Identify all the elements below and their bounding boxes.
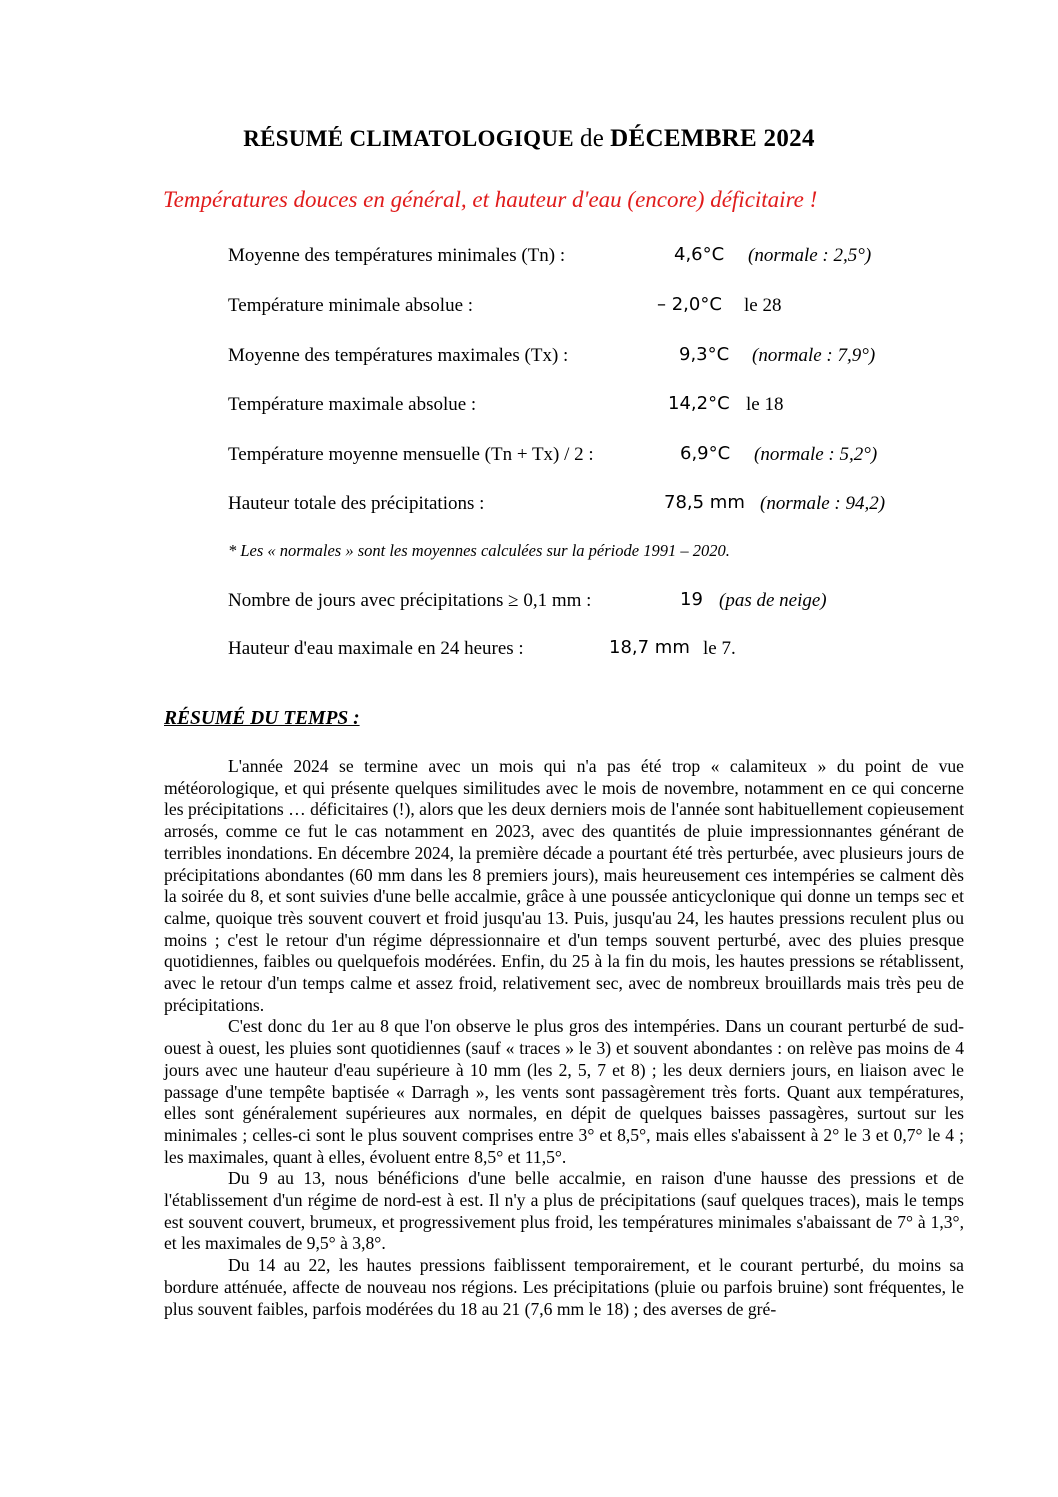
stat-value: 19 — [680, 589, 703, 610]
subtitle: Températures douces en général, et hauteur d'eau (encore) déficitaire ! — [163, 187, 818, 212]
stat-value: 4,6°C — [674, 244, 725, 265]
stat-value: 14,2°C — [668, 393, 730, 414]
stat-value: 9,3°C — [679, 344, 730, 365]
section-heading: RÉSUMÉ DU TEMPS : — [164, 708, 360, 729]
footnote: * Les « normales » sont les moyennes calculées sur la période 1991 – 2020. — [228, 541, 730, 560]
title-part2: DÉCEMBRE 2024 — [610, 125, 815, 152]
stat-extra: (pas de neige) — [719, 590, 827, 611]
stat-extra: le 28 — [744, 295, 782, 316]
paragraph: C'est donc du 1er au 8 que l'on observe le plus gros des intempéries. Dans un courant perturbé de sud-ouest à ouest, les pluies sont quotidiennes (sauf « traces » le 3) et souvent abondantes : on relève pas moins de 4 jours avec une hauteur d'eau supérieure à 10 mm (les 2, 5, 7 et 8) ; les deux derniers jours, en liaison avec le passage d'une tempête baptisée « Darragh », les vents sont passagèrement très forts. Quant aux températures, elles sont généralement supérieures aux normales, en dépit de quelques baisses passagères, surtout sur les minimales ; celles-ci sont le plus souvent comprises entre 3° et 8,5°, mais elles s'abaissent à 2° le 3 et 0,7° le 4 ; les maximales, quant à elles, évoluent entre 8,5° et 11,5°. — [164, 1016, 964, 1167]
stat-label: Hauteur totale des précipitations : — [228, 493, 485, 514]
stat-value: 6,9°C — [680, 443, 731, 464]
paragraph: Du 9 au 13, nous bénéficions d'une belle accalmie, en raison d'une hausse des pressions et de l'établissement d'un régime de nord-est à est. Il n'y a plus de précipitations (sauf quelques traces), mais le temps est souvent couvert, brumeux, et progressivement plus froid, les températures minimales s'abaissant de 7° à 1,3°, et les maximales de 9,5° à 3,8°. — [164, 1168, 964, 1254]
stat-label: Température minimale absolue : — [228, 295, 474, 316]
stat-extra: (normale : 2,5°) — [748, 245, 872, 266]
stat-extra: (normale : 7,9°) — [752, 345, 876, 366]
stat-value: 78,5 mm — [664, 492, 745, 513]
title-connector: de — [579, 125, 605, 152]
stat-extra: (normale : 94,2) — [760, 493, 886, 514]
stat-extra: le 7. — [703, 638, 736, 659]
stat-extra: (normale : 5,2°) — [754, 444, 878, 465]
stat-label: Moyenne des températures maximales (Tx) : — [228, 345, 569, 366]
stat-label: Température moyenne mensuelle (Tn + Tx) / 2 : — [228, 444, 594, 465]
page-title — [0, 125, 1058, 153]
stat-label: Nombre de jours avec précipitations ≥ 0,1 mm : — [228, 590, 592, 611]
stat-label: Moyenne des températures minimales (Tn) : — [228, 245, 566, 266]
stat-value: – 2,0°C — [657, 294, 722, 315]
stat-label: Température maximale absolue : — [228, 394, 477, 415]
paragraph: L'année 2024 se termine avec un mois qui n'a pas été trop « calamiteux » du point de vue météorologique, et qui présente quelques similitudes avec le mois de novembre, notamment en ce qui concerne les précipitations … déficitaires (!), alors que les deux derniers mois de l'année sont habituellement copieusement arrosés, comme ce fut le cas notamment en 2023, avec des quantités de pluie impressionnantes générant de terribles inondations. En décembre 2024, la première décade a pourtant été très perturbée, avec plusieurs jours de précipitations abondantes (60 mm dans les 8 premiers jours), mais heureusement ces intempéries se calment dès la soirée du 8, et sont suivies d'une belle accalmie, grâce à une poussée anticyclonique qui donne un temps sec et calme, quoique très souvent couvert et froid jusqu'au 13. Puis, jusqu'au 24, les hautes pressions reculent plus ou moins ; c'est le retour d'un régime dépressionnaire et d'un temps souvent perturbé, avec des pluies presque quotidiennes, faibles ou quelquefois modérées. Enfin, du 25 à la fin du mois, les hautes pressions se rétablissent, avec le retour d'un temps calme et assez froid, relativement sec, avec de nombreux brouillards mais très peu de précipitations. — [164, 756, 964, 1015]
body-text — [164, 756, 964, 1320]
paragraph: Du 14 au 22, les hautes pressions faiblissent temporairement, et le courant perturbé, du moins sa bordure atténuée, affecte de nouveau nos régions. Les précipitations (pluie ou parfois bruine) sont fréquentes, le plus souvent faibles, parfois modérées du 18 au 21 (7,6 mm le 18) ; des averses de gré- — [164, 1255, 964, 1319]
stat-extra: le 18 — [746, 394, 784, 415]
title-part1: RÉSUMÉ CLIMATOLOGIQUE — [243, 126, 574, 151]
stat-value: 18,7 mm — [609, 637, 690, 658]
stat-label: Hauteur d'eau maximale en 24 heures : — [228, 638, 524, 659]
